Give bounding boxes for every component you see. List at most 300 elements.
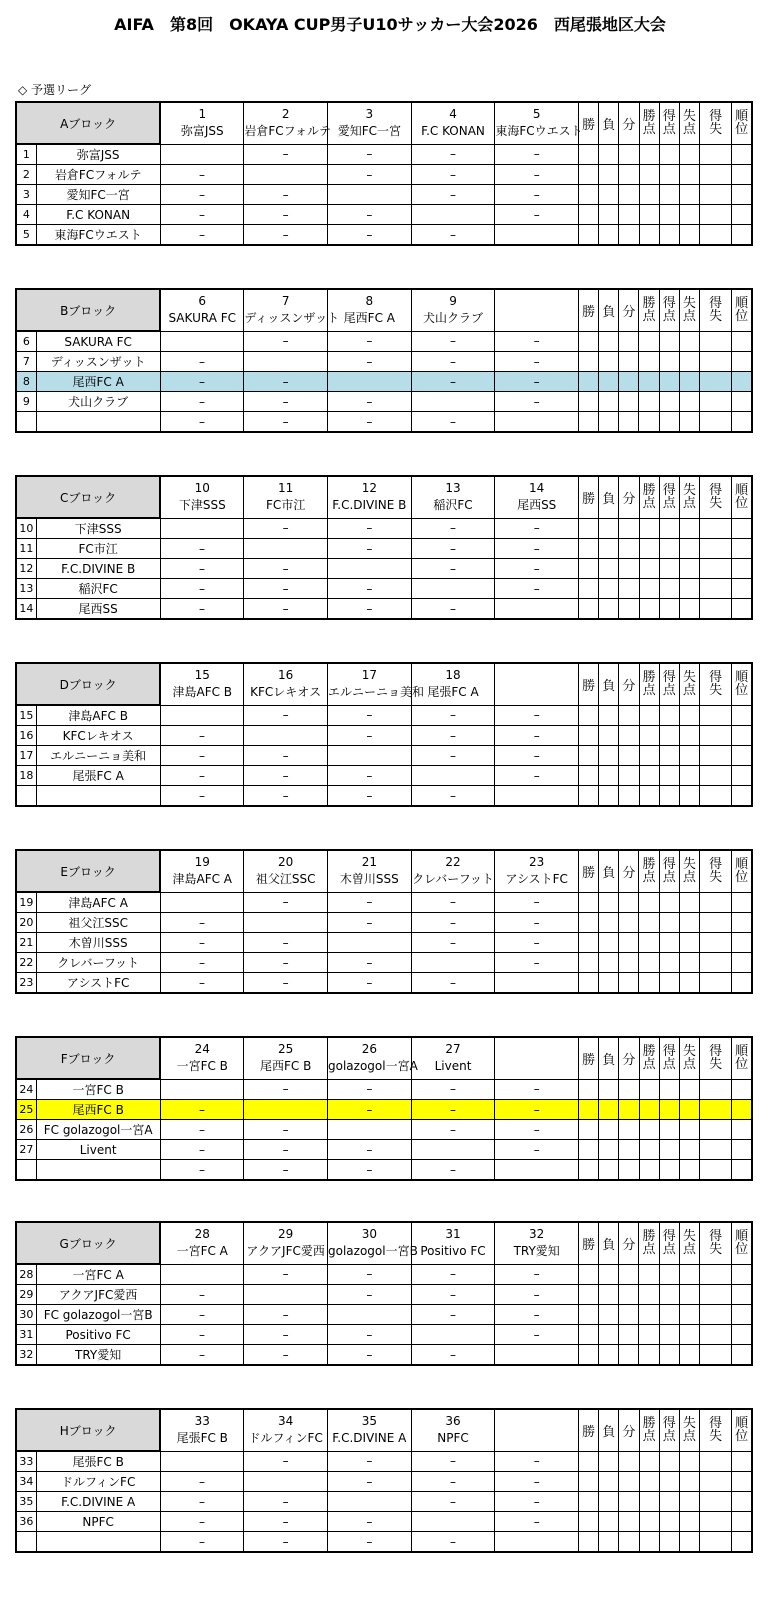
team-name: ドルフィンFC bbox=[36, 1472, 160, 1492]
match-result-cell: – bbox=[160, 372, 244, 392]
stat-header-goals-against bbox=[679, 102, 699, 144]
stat-cell-goals-for bbox=[659, 1264, 679, 1285]
match-result-cell bbox=[244, 165, 328, 185]
stat-cell-goal-diff bbox=[699, 579, 731, 599]
stat-cell-goal-diff bbox=[699, 746, 731, 766]
match-result-cell: – bbox=[411, 1492, 495, 1512]
stat-header-draw: 分 bbox=[619, 476, 639, 518]
stat-header-goals-against bbox=[679, 476, 699, 518]
match-result-cell: – bbox=[160, 1492, 244, 1512]
match-result-cell: – bbox=[328, 518, 412, 539]
stat-header-goals-for bbox=[659, 289, 679, 331]
stat-header-char: 順 bbox=[735, 857, 749, 873]
match-result-cell: – bbox=[244, 1160, 328, 1181]
stat-cell-points bbox=[639, 786, 659, 807]
opponent-number: 24 bbox=[194, 1042, 210, 1057]
opponent-name: ドルフィンFC bbox=[248, 1431, 323, 1446]
stat-cell-points bbox=[639, 1140, 659, 1160]
stat-cell-win bbox=[579, 1325, 599, 1345]
opponent-column-header bbox=[411, 1222, 495, 1264]
stat-header-char: 点 bbox=[682, 122, 696, 138]
stat-cell-goals-against bbox=[679, 913, 699, 933]
stat-cell-draw bbox=[619, 225, 639, 246]
block-name: Hブロック bbox=[16, 1409, 160, 1451]
team-number: 3 bbox=[16, 185, 36, 205]
stat-header-char: 位 bbox=[735, 1057, 749, 1073]
stat-cell-win bbox=[579, 1472, 599, 1492]
match-result-cell: – bbox=[328, 1472, 412, 1492]
stat-cell-goal-diff bbox=[699, 786, 731, 807]
stat-cell-loss bbox=[599, 559, 619, 579]
stat-header-char: 点 bbox=[642, 1057, 656, 1073]
stat-cell-goal-diff bbox=[699, 1451, 731, 1472]
stat-header-char: 位 bbox=[735, 122, 749, 138]
team-name: 弥富JSS bbox=[36, 144, 160, 165]
stat-cell-points bbox=[639, 559, 659, 579]
stat-header-char: 勝 bbox=[642, 483, 656, 499]
league-block bbox=[15, 101, 753, 246]
match-result-cell: – bbox=[495, 331, 579, 352]
match-result-cell bbox=[328, 1120, 412, 1140]
team-number: 29 bbox=[16, 1285, 36, 1305]
stat-header-char: 順 bbox=[735, 483, 749, 499]
match-result-cell bbox=[495, 599, 579, 620]
stat-cell-draw bbox=[619, 518, 639, 539]
team-row bbox=[16, 1345, 752, 1366]
team-number: 16 bbox=[16, 726, 36, 746]
stat-cell-goals-for bbox=[659, 579, 679, 599]
team-name: FC市江 bbox=[36, 539, 160, 559]
league-block bbox=[15, 662, 753, 807]
stat-cell-goals-for bbox=[659, 185, 679, 205]
match-result-cell: – bbox=[160, 1305, 244, 1325]
opponent-number: 2 bbox=[281, 107, 290, 122]
opponent-number: 6 bbox=[198, 294, 207, 309]
stat-cell-win bbox=[579, 953, 599, 973]
stat-header-win: 勝 bbox=[579, 102, 599, 144]
opponent-number: 26 bbox=[361, 1042, 377, 1057]
team-row bbox=[16, 412, 752, 433]
stat-cell-loss bbox=[599, 1345, 619, 1366]
block-header-row bbox=[16, 850, 752, 892]
team-number: 8 bbox=[16, 372, 36, 392]
stat-cell-loss bbox=[599, 1100, 619, 1120]
stat-header-char: 点 bbox=[682, 683, 696, 699]
stat-header-char: 点 bbox=[682, 496, 696, 512]
opponent-column-header bbox=[495, 476, 579, 518]
team-name: エルニーニョ美和 bbox=[36, 746, 160, 766]
match-result-cell: – bbox=[411, 1285, 495, 1305]
stat-cell-draw bbox=[619, 726, 639, 746]
match-result-cell: – bbox=[244, 225, 328, 246]
stat-cell-goals-against bbox=[679, 185, 699, 205]
stat-cell-goals-against bbox=[679, 1100, 699, 1120]
stat-cell-rank bbox=[732, 1512, 752, 1532]
opponent-number: 21 bbox=[361, 855, 377, 870]
stat-header-char: 位 bbox=[735, 1429, 749, 1445]
stat-cell-goals-for bbox=[659, 1285, 679, 1305]
stat-header-goals-for bbox=[659, 663, 679, 705]
stat-header-char: 失 bbox=[709, 122, 723, 138]
opponent-number: 28 bbox=[194, 1227, 210, 1242]
stat-header-win: 勝 bbox=[579, 1222, 599, 1264]
stat-cell-win bbox=[579, 1100, 599, 1120]
stat-header-win: 勝 bbox=[579, 289, 599, 331]
opponent-name: 一宮FC B bbox=[176, 1059, 228, 1074]
stat-header-points bbox=[639, 1222, 659, 1264]
stat-header-char: 点 bbox=[642, 496, 656, 512]
team-number: 5 bbox=[16, 225, 36, 246]
stat-cell-loss bbox=[599, 973, 619, 994]
match-result-cell: – bbox=[411, 518, 495, 539]
stat-header-char: 失 bbox=[709, 1242, 723, 1258]
opponent-name: 下津SSS bbox=[178, 498, 226, 513]
stat-cell-goal-diff bbox=[699, 1100, 731, 1120]
stat-header-rank bbox=[732, 663, 752, 705]
stat-header-win: 勝 bbox=[579, 850, 599, 892]
match-result-cell: – bbox=[328, 705, 412, 726]
block-name: Dブロック bbox=[16, 663, 160, 705]
stat-cell-goals-for bbox=[659, 1160, 679, 1181]
match-result-cell bbox=[411, 1140, 495, 1160]
team-name bbox=[36, 786, 160, 807]
stat-header-loss: 負 bbox=[599, 1409, 619, 1451]
stat-cell-goals-against bbox=[679, 1325, 699, 1345]
stat-cell-goal-diff bbox=[699, 705, 731, 726]
stat-cell-win bbox=[579, 746, 599, 766]
stat-header-points bbox=[639, 663, 659, 705]
opponent-number: 22 bbox=[445, 855, 461, 870]
match-result-cell: – bbox=[244, 599, 328, 620]
stat-header-char: 点 bbox=[662, 1429, 676, 1445]
stat-header-char: 点 bbox=[682, 1242, 696, 1258]
team-row bbox=[16, 1160, 752, 1181]
stat-cell-points bbox=[639, 225, 659, 246]
team-number: 20 bbox=[16, 913, 36, 933]
stat-header-char: 勝 bbox=[642, 1229, 656, 1245]
stat-cell-goal-diff bbox=[699, 953, 731, 973]
opponent-column-header bbox=[160, 476, 244, 518]
match-result-cell: – bbox=[495, 913, 579, 933]
stat-cell-rank bbox=[732, 185, 752, 205]
team-row bbox=[16, 1140, 752, 1160]
team-name: KFCレキオス bbox=[36, 726, 160, 746]
match-result-cell: – bbox=[160, 539, 244, 559]
opponent-column-header bbox=[244, 1409, 328, 1451]
match-result-cell: – bbox=[160, 1325, 244, 1345]
match-result-cell: – bbox=[495, 1305, 579, 1325]
stat-cell-win bbox=[579, 331, 599, 352]
match-result-cell: – bbox=[411, 1079, 495, 1100]
stat-header-char: 勝 bbox=[642, 857, 656, 873]
team-number: 15 bbox=[16, 705, 36, 726]
match-result-cell: – bbox=[328, 1160, 412, 1181]
opponent-name: 尾西FC A bbox=[343, 311, 395, 326]
match-result-cell: – bbox=[244, 518, 328, 539]
match-result-cell: – bbox=[328, 766, 412, 786]
match-result-cell bbox=[160, 1451, 244, 1472]
stat-cell-rank bbox=[732, 892, 752, 913]
match-result-cell bbox=[495, 225, 579, 246]
match-result-cell: – bbox=[244, 559, 328, 579]
stat-cell-draw bbox=[619, 1532, 639, 1553]
stat-header-char: 順 bbox=[735, 670, 749, 686]
opponent-number: 30 bbox=[361, 1227, 377, 1242]
stat-cell-rank bbox=[732, 1285, 752, 1305]
opponent-name: F.C KONAN bbox=[421, 124, 485, 139]
team-row bbox=[16, 165, 752, 185]
match-result-cell bbox=[328, 933, 412, 953]
stat-cell-goal-diff bbox=[699, 1345, 731, 1366]
stat-header-char: 失 bbox=[682, 1044, 696, 1060]
team-row bbox=[16, 1492, 752, 1512]
opponent-name: 岩倉FCフォルテ bbox=[244, 124, 332, 139]
stat-cell-goals-for bbox=[659, 1120, 679, 1140]
stat-cell-points bbox=[639, 1512, 659, 1532]
match-result-cell: – bbox=[495, 933, 579, 953]
stat-cell-draw bbox=[619, 412, 639, 433]
team-name: 尾西SS bbox=[36, 599, 160, 620]
stat-cell-win bbox=[579, 913, 599, 933]
match-result-cell bbox=[244, 913, 328, 933]
opponent-name: 尾西SS bbox=[517, 498, 557, 513]
match-result-cell: – bbox=[495, 1325, 579, 1345]
stat-cell-loss bbox=[599, 352, 619, 372]
stat-cell-loss bbox=[599, 1492, 619, 1512]
match-result-cell: – bbox=[495, 352, 579, 372]
stat-header-char: 得 bbox=[662, 483, 676, 499]
match-result-cell: – bbox=[244, 1079, 328, 1100]
stat-cell-win bbox=[579, 1492, 599, 1512]
stat-header-char: 得 bbox=[709, 857, 723, 873]
block-header-row bbox=[16, 102, 752, 144]
stat-header-char: 位 bbox=[735, 1242, 749, 1258]
match-result-cell: – bbox=[160, 746, 244, 766]
match-result-cell: – bbox=[328, 539, 412, 559]
match-result-cell: – bbox=[328, 579, 412, 599]
stat-cell-goals-against bbox=[679, 953, 699, 973]
stat-cell-goals-against bbox=[679, 786, 699, 807]
stat-cell-goals-for bbox=[659, 352, 679, 372]
stat-cell-goals-for bbox=[659, 205, 679, 225]
team-number bbox=[16, 786, 36, 807]
stat-cell-rank bbox=[732, 205, 752, 225]
stat-cell-goals-for bbox=[659, 392, 679, 412]
team-name: 木曽川SSS bbox=[36, 933, 160, 953]
stat-cell-win bbox=[579, 1305, 599, 1325]
match-result-cell bbox=[244, 539, 328, 559]
stat-header-char: 順 bbox=[735, 1044, 749, 1060]
stat-cell-goals-against bbox=[679, 144, 699, 165]
opponent-name: 津島AFC A bbox=[172, 872, 232, 887]
stat-cell-goals-for bbox=[659, 225, 679, 246]
league-block bbox=[15, 849, 753, 994]
match-result-cell: – bbox=[244, 144, 328, 165]
stat-cell-rank bbox=[732, 1325, 752, 1345]
match-result-cell: – bbox=[160, 913, 244, 933]
team-name: 岩倉FCフォルテ bbox=[36, 165, 160, 185]
match-result-cell: – bbox=[244, 1120, 328, 1140]
stat-cell-goal-diff bbox=[699, 225, 731, 246]
match-result-cell: – bbox=[411, 539, 495, 559]
match-result-cell: – bbox=[244, 766, 328, 786]
stat-cell-win bbox=[579, 225, 599, 246]
stat-header-char: 点 bbox=[642, 309, 656, 325]
stat-header-char: 点 bbox=[682, 870, 696, 886]
stat-header-points bbox=[639, 476, 659, 518]
stat-cell-loss bbox=[599, 185, 619, 205]
match-result-cell: – bbox=[160, 726, 244, 746]
match-result-cell bbox=[411, 766, 495, 786]
team-name: NPFC bbox=[36, 1512, 160, 1532]
stat-cell-points bbox=[639, 1345, 659, 1366]
match-result-cell bbox=[411, 953, 495, 973]
stat-header-goals-against bbox=[679, 850, 699, 892]
stat-header-rank bbox=[732, 289, 752, 331]
stat-cell-goal-diff bbox=[699, 372, 731, 392]
team-row bbox=[16, 539, 752, 559]
stat-header-draw: 分 bbox=[619, 663, 639, 705]
opponent-column-header bbox=[495, 1409, 579, 1451]
match-result-cell: – bbox=[495, 1264, 579, 1285]
match-result-cell: – bbox=[160, 165, 244, 185]
opponent-name: 東海FCウエスト bbox=[495, 124, 583, 139]
match-result-cell: – bbox=[160, 1140, 244, 1160]
match-result-cell bbox=[495, 973, 579, 994]
stat-cell-goal-diff bbox=[699, 766, 731, 786]
opponent-column-header bbox=[328, 1222, 418, 1264]
stat-cell-goals-against bbox=[679, 766, 699, 786]
stat-cell-points bbox=[639, 953, 659, 973]
match-result-cell: – bbox=[328, 392, 412, 412]
match-result-cell: – bbox=[160, 205, 244, 225]
stat-cell-goals-for bbox=[659, 705, 679, 726]
opponent-number: 34 bbox=[278, 1414, 294, 1429]
stat-header-char: 失 bbox=[682, 109, 696, 125]
opponent-column-header bbox=[411, 850, 495, 892]
stat-cell-win bbox=[579, 892, 599, 913]
stat-cell-points bbox=[639, 1285, 659, 1305]
match-result-cell: – bbox=[244, 331, 328, 352]
match-result-cell: – bbox=[328, 1451, 412, 1472]
stat-header-char: 失 bbox=[709, 309, 723, 325]
stat-header-char: 失 bbox=[709, 1057, 723, 1073]
stat-cell-points bbox=[639, 1160, 659, 1181]
stat-cell-goal-diff bbox=[699, 973, 731, 994]
team-name: F.C.DIVINE A bbox=[36, 1492, 160, 1512]
opponent-column-header bbox=[244, 663, 328, 705]
match-result-cell: – bbox=[495, 1451, 579, 1472]
team-number: 24 bbox=[16, 1079, 36, 1100]
stat-cell-goal-diff bbox=[699, 1492, 731, 1512]
stat-cell-loss bbox=[599, 518, 619, 539]
match-result-cell: – bbox=[411, 973, 495, 994]
stat-header-loss: 負 bbox=[599, 663, 619, 705]
stat-cell-loss bbox=[599, 786, 619, 807]
team-number: 17 bbox=[16, 746, 36, 766]
stat-cell-rank bbox=[732, 372, 752, 392]
stat-cell-rank bbox=[732, 786, 752, 807]
match-result-cell: – bbox=[411, 1120, 495, 1140]
opponent-column-header bbox=[160, 102, 244, 144]
league-block bbox=[15, 1221, 753, 1366]
stat-cell-loss bbox=[599, 1532, 619, 1553]
stat-cell-draw bbox=[619, 1305, 639, 1325]
stat-cell-goals-for bbox=[659, 1305, 679, 1325]
team-row bbox=[16, 933, 752, 953]
stat-cell-draw bbox=[619, 746, 639, 766]
stat-cell-loss bbox=[599, 1264, 619, 1285]
stat-header-rank bbox=[732, 1409, 752, 1451]
opponent-number: 9 bbox=[449, 294, 457, 309]
team-row bbox=[16, 786, 752, 807]
match-result-cell bbox=[160, 518, 244, 539]
stat-cell-win bbox=[579, 144, 599, 165]
stat-header-char: 失 bbox=[709, 683, 723, 699]
stat-header-goal-diff bbox=[699, 102, 731, 144]
stat-header-char: 得 bbox=[709, 483, 723, 499]
stat-header-points bbox=[639, 850, 659, 892]
stat-cell-goal-diff bbox=[699, 518, 731, 539]
match-result-cell: – bbox=[244, 412, 328, 433]
opponent-column-header bbox=[495, 1222, 579, 1264]
stat-cell-draw bbox=[619, 973, 639, 994]
block-header-row bbox=[16, 1222, 752, 1264]
stat-cell-win bbox=[579, 973, 599, 994]
stat-header-draw: 分 bbox=[619, 1409, 639, 1451]
team-name bbox=[36, 412, 160, 433]
opponent-name: アシストFC bbox=[505, 872, 568, 887]
stat-cell-goals-against bbox=[679, 1305, 699, 1325]
opponent-number: 7 bbox=[281, 294, 290, 309]
match-result-cell bbox=[328, 1305, 412, 1325]
opponent-number: 29 bbox=[278, 1227, 294, 1242]
stat-header-char: 得 bbox=[662, 1229, 676, 1245]
stat-cell-win bbox=[579, 1160, 599, 1181]
match-result-cell: – bbox=[160, 786, 244, 807]
team-row bbox=[16, 1305, 752, 1325]
team-name: 下津SSS bbox=[36, 518, 160, 539]
stat-cell-draw bbox=[619, 1285, 639, 1305]
opponent-number: 15 bbox=[194, 668, 210, 683]
stat-header-goals-for bbox=[659, 1222, 679, 1264]
stat-cell-loss bbox=[599, 1079, 619, 1100]
team-row bbox=[16, 518, 752, 539]
stat-cell-draw bbox=[619, 953, 639, 973]
match-result-cell: – bbox=[244, 372, 328, 392]
match-result-cell: – bbox=[244, 1325, 328, 1345]
team-number: 12 bbox=[16, 559, 36, 579]
stat-cell-goals-for bbox=[659, 726, 679, 746]
team-number: 1 bbox=[16, 144, 36, 165]
stat-cell-draw bbox=[619, 1079, 639, 1100]
stat-cell-points bbox=[639, 913, 659, 933]
stat-header-loss: 負 bbox=[599, 850, 619, 892]
stat-header-rank bbox=[732, 850, 752, 892]
match-result-cell: – bbox=[328, 1285, 412, 1305]
stat-cell-goal-diff bbox=[699, 1264, 731, 1285]
match-result-cell: – bbox=[328, 599, 412, 620]
stat-cell-goal-diff bbox=[699, 1532, 731, 1553]
stat-cell-points bbox=[639, 705, 659, 726]
stat-cell-win bbox=[579, 372, 599, 392]
opponent-column-header bbox=[328, 476, 412, 518]
opponent-name: 尾張FC A bbox=[427, 685, 479, 700]
stat-cell-points bbox=[639, 144, 659, 165]
stat-cell-goals-for bbox=[659, 539, 679, 559]
match-result-cell: – bbox=[411, 746, 495, 766]
stat-header-char: 位 bbox=[735, 683, 749, 699]
